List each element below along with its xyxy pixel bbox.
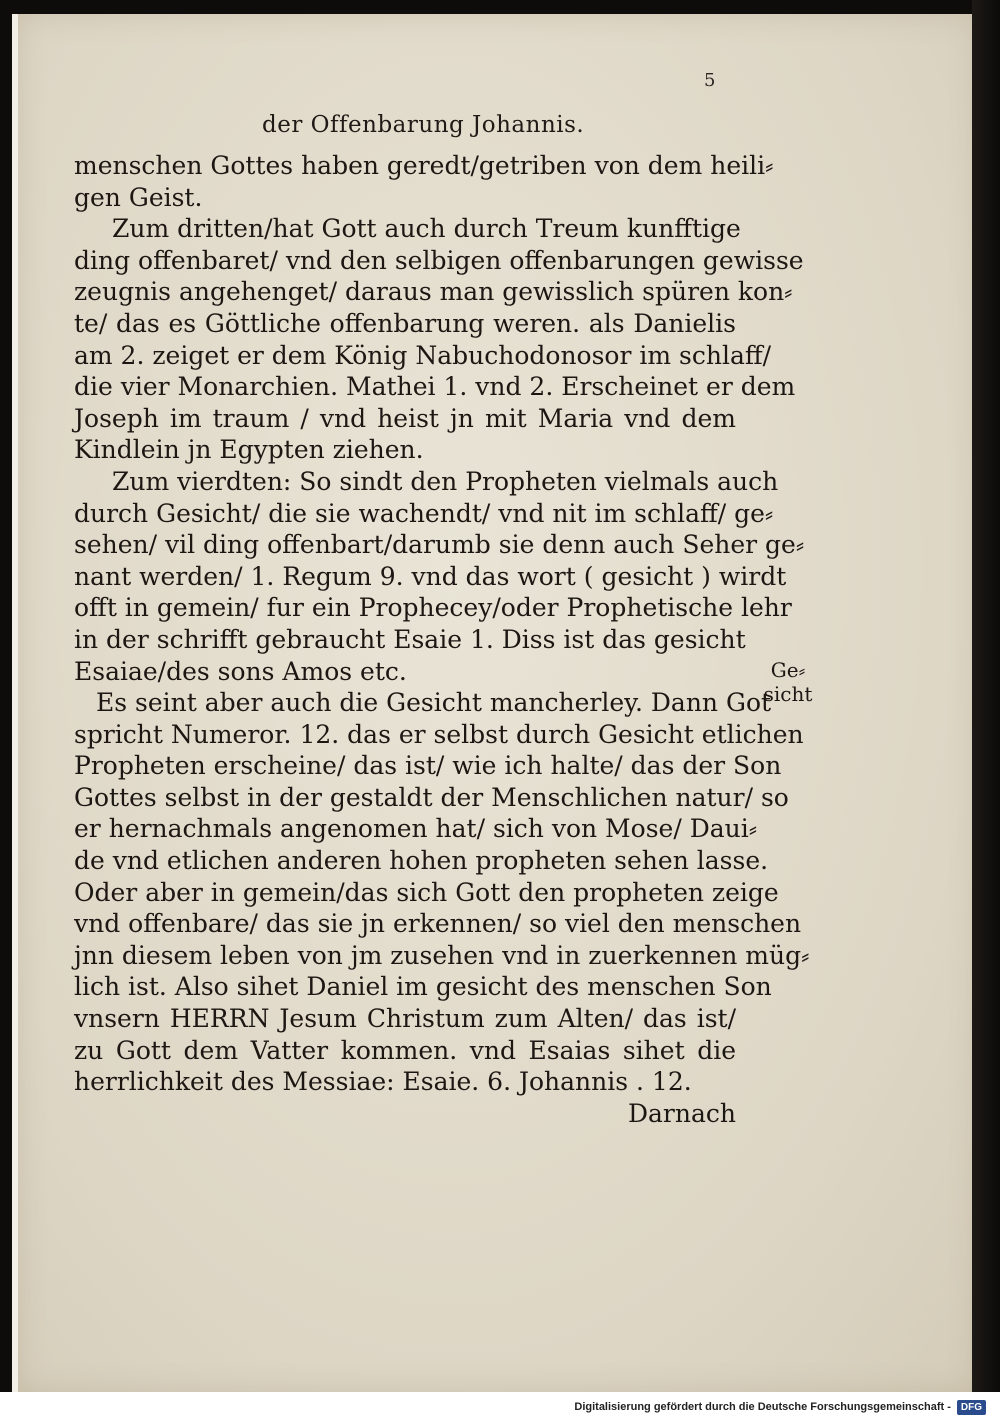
marginal-note-line: Ge⸗ [770, 658, 806, 682]
text-line: Esaiae/des sons Amos etc. [74, 656, 407, 686]
main-text-block [74, 150, 810, 1129]
text-line: offt in gemein/ fur ein Prophecey/oder Prophetische lehr [74, 593, 792, 623]
text-line: Gottes selbst in der gestaldt der Menschlichen natur/ so [74, 782, 789, 812]
text-line: jnn diesem leben von jm zusehen vnd in zuerkennen müg⸗ [74, 940, 810, 970]
text-line: Zum vierdten: So sindt den Propheten vielmals auch [112, 466, 779, 496]
text-line: gen Geist. [74, 182, 203, 212]
text-line: Propheten erscheine/ das ist/ wie ich halte/ das der Son [74, 751, 782, 781]
footer-bar [0, 1392, 1000, 1422]
text-line: Kindlein jn Egypten ziehen. [74, 435, 424, 465]
text-line: Joseph im traum / vnd heist jn mit Maria vnd dem [74, 403, 736, 433]
text-line: am 2. zeiget er dem König Nabuchodonosor im schlaff/ [74, 340, 772, 370]
catchword: Darnach [627, 1098, 736, 1128]
binding-edge [972, 0, 1000, 1392]
text-line: menschen Gottes haben geredt/getriben von dem heili⸗ [74, 151, 774, 180]
text-line: lich ist. Also sihet Daniel im gesicht des menschen Son [74, 972, 772, 1002]
text-line: herrlichkeit des Messiae: Esaie. 6. Johannis . 12. [74, 1067, 692, 1097]
text-line: in der schrifft gebraucht Esaie 1. Diss ist das gesicht [74, 624, 746, 654]
text-line: ding offenbaret/ vnd den selbigen offenbarungen gewisse [74, 245, 804, 275]
text-line: vnd offenbare/ das sie jn erkennen/ so viel den menschen [74, 909, 802, 939]
footer-credit: Digitalisierung gefördert durch die Deutsche Forschungsgemeinschaft - [574, 1401, 951, 1413]
marginal-note [738, 658, 838, 706]
text-line: die vier Monarchien. Mathei 1. vnd 2. Erscheinet er dem [74, 372, 796, 402]
dfg-logo: DFG [957, 1400, 986, 1415]
marginal-note-line: sicht [763, 682, 813, 706]
book-page [12, 14, 978, 1392]
text-line: te/ das es Göttliche offenbarung weren. als Danielis [74, 308, 736, 338]
text-line: Oder aber in gemein/das sich Gott den propheten zeige [74, 877, 779, 907]
page-number: 5 [704, 70, 716, 91]
text-line: nant werden/ 1. Regum 9. vnd das wort ( gesicht ) wirdt [74, 561, 787, 591]
text-line: vnsern HERRN Jesum Christum zum Alten/ das ist/ [74, 1004, 736, 1034]
text-line: er hernachmals angenomen hat/ sich von Mose/ Daui⸗ [74, 814, 758, 844]
running-head: der Offenbarung Johannis. [262, 112, 585, 138]
text-line: Es seint aber auch die Gesicht mancherley. Dann Got [96, 688, 772, 718]
text-line: de vnd etlichen anderen hohen propheten sehen lasse. [74, 846, 769, 876]
text-line: durch Gesicht/ die sie wachendt/ vnd nit im schlaff/ ge⸗ [74, 498, 774, 528]
text-line: spricht Numeror. 12. das er selbst durch Gesicht etlichen [74, 719, 804, 749]
text-line: Zum dritten/hat Gott auch durch Treum kunfftige [112, 214, 741, 244]
text-line: zu Gott dem Vatter kommen. vnd Esaias sihet die [74, 1035, 736, 1065]
text-line: sehen/ vil ding offenbart/darumb sie denn auch Seher ge⸗ [74, 530, 805, 560]
text-line: zeugnis angehenget/ daraus man gewisslich spüren kon⸗ [74, 277, 793, 307]
